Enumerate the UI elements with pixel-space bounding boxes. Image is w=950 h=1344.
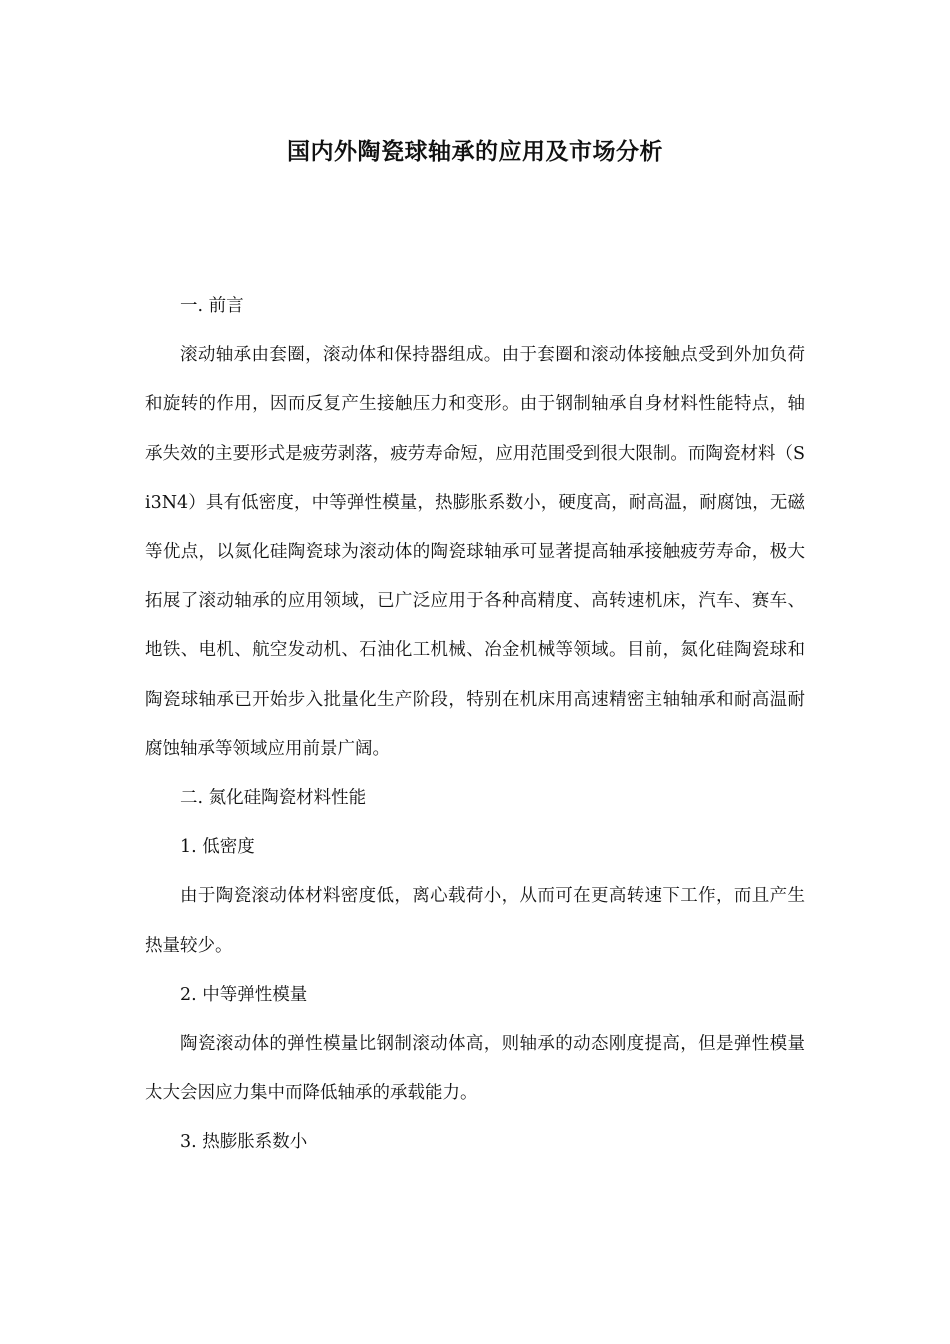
paragraph-low-density: 由于陶瓷滚动体材料密度低，离心载荷小，从而可在更高转速下工作，而且产生热量较少。: [145, 886, 805, 956]
subheading-elastic-modulus: 2. 中等弹性模量: [180, 984, 308, 1005]
document-title: 国内外陶瓷球轴承的应用及市场分析: [287, 138, 663, 165]
section-heading-preface: 一. 前言: [180, 296, 244, 316]
document-body: [145, 282, 805, 1168]
subheading-low-density: 1. 低密度: [180, 837, 255, 858]
paragraph-elastic-modulus: 陶瓷滚动体的弹性模量比钢制滚动体高，则轴承的动态刚度提高，但是弹性模量太大会因应力集中而降低轴承的承载能力。: [145, 1034, 805, 1104]
paragraph-intro: 滚动轴承由套圈，滚动体和保持器组成。由于套圈和滚动体接触点受到外加负荷和旋转的作用，因而反复产生接触压力和变形。由于钢制轴承自身材料性能特点，轴承失效的主要形式是疲劳剥落，疲劳寿命短，应用范围受到很大限制。而陶瓷材料（Si3N4）具有低密度，中等弹性模量，热膨胀系数小，硬度高，耐高温，耐腐蚀，无磁等优点，以氮化硅陶瓷球为滚动体的陶瓷球轴承可显著提高轴承接触疲劳寿命，极大拓展了滚动轴承的应用领域，已广泛应用于各种高精度、高转速机床，汽车、赛车、地铁、电机、航空发动机、石油化工机械、冶金机械等领域。目前，氮化硅陶瓷球和陶瓷球轴承已开始步入批量化生产阶段，特别在机床用高速精密主轴轴承和耐高温耐腐蚀轴承等领域应用前景广阔。: [145, 345, 805, 759]
subheading-thermal-expansion: 3. 热膨胀系数小: [180, 1132, 308, 1153]
section-heading-material-properties: 二. 氮化硅陶瓷材料性能: [180, 788, 367, 809]
